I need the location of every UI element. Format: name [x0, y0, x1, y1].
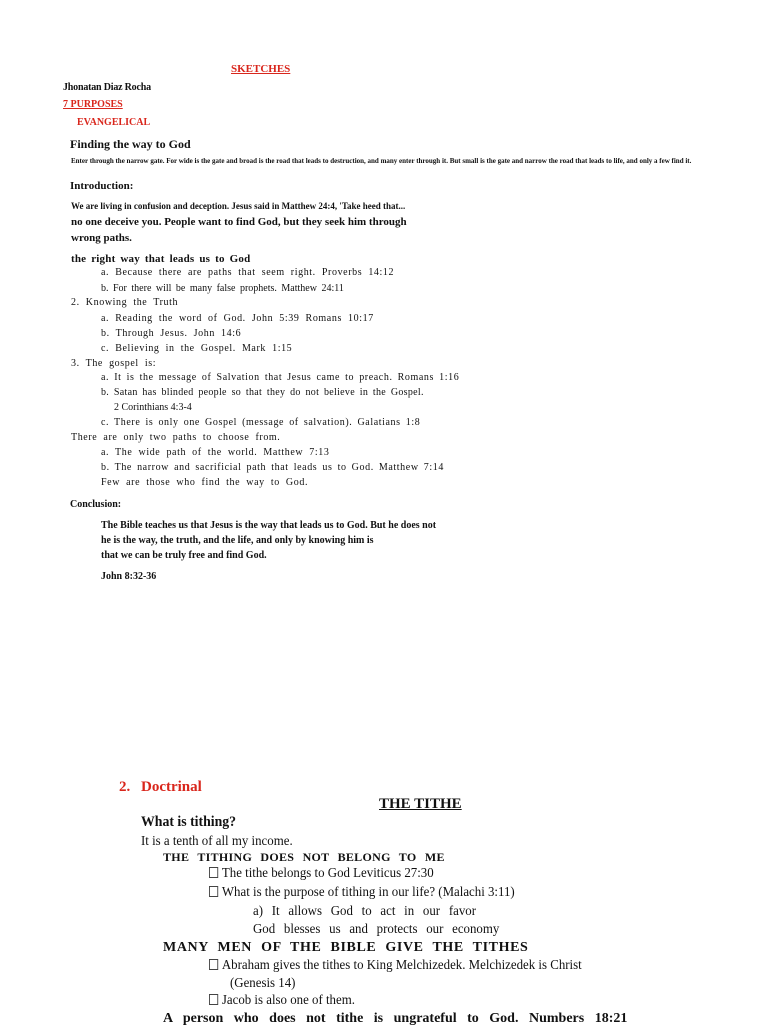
point-1-heading: the right way that leads us to God [71, 253, 251, 265]
conclusion-reference: John 8:32-36 [101, 571, 157, 582]
tithe-bullet-4-text: Jacob is also one of them. [221, 993, 355, 1008]
section-2-label: Doctrinal [141, 779, 202, 795]
tithe-heading-2: MANY MEN OF THE BIBLE GIVE THE TITHES [163, 940, 529, 955]
purposes-label: 7 PURPOSES [63, 99, 123, 110]
point-3-b-line-2: 2 Corinthians 4:3-4 [114, 402, 192, 413]
tithe-bullet-2 [209, 885, 515, 901]
section-title: Finding the way to God [70, 137, 191, 151]
author-name: Jhonatan Diaz Rocha [63, 82, 151, 93]
point-4-a: a. The wide path of the world. Matthew 7:13 [101, 447, 330, 458]
point-3-b-line-1: b. Satan has blinded people so that they do not believe in the Gospel. [101, 387, 424, 398]
point-2-a: a. Reading the word of God. John 5:39 Romans 10:17 [101, 313, 374, 324]
intro-line-3: wrong paths. [71, 232, 132, 244]
tithe-bullet-1-text: The tithe belongs to God Leviticus 27:30 [221, 866, 434, 881]
point-3-c: c. There is only one Gospel (message of salvation). Galatians 1:8 [101, 417, 421, 428]
point-4-note: Few are those who find the way to God. [101, 477, 309, 488]
conclusion-line-3: that we can be truly free and find God. [101, 550, 267, 561]
point-2-c: c. Believing in the Gospel. Mark 1:15 [101, 343, 293, 354]
checkbox-icon [209, 994, 218, 1005]
evangelical-label: EVANGELICAL [77, 117, 151, 128]
checkbox-icon [209, 959, 218, 970]
document-title-sketches: SKETCHES [231, 63, 291, 75]
section-2-number: 2. [119, 779, 131, 795]
tithe-sub-a-line-2: God blesses us and protects our economy [253, 922, 500, 937]
tithe-heading-3: A person who does not tithe is ungrateful to God. Numbers 18:21 [163, 1011, 628, 1026]
point-3-a: a. It is the message of Salvation that Jesus came to preach. Romans 1:16 [101, 372, 460, 383]
tithe-bullet-4 [209, 993, 355, 1009]
point-2-b: b. Through Jesus. John 14:6 [101, 328, 242, 339]
point-1-a: a. Because there are paths that seem right. Proverbs 14:12 [101, 267, 395, 278]
intro-line-2: no one deceive you. People want to find God, but they seek him through [71, 216, 407, 228]
epigraph: Enter through the narrow gate. For wide is the gate and broad is the road that leads to destruction, and many enter through it. But small is the gate and narrow the road that leads to life, and only a few find it. [71, 157, 692, 165]
tithe-bullet-3-reference: (Genesis 14) [230, 976, 296, 991]
conclusion-line-2: he is the way, the truth, and the life, and only by knowing him is [101, 535, 374, 546]
point-1-b: b. For there will be many false prophets. Matthew 24:11 [101, 283, 344, 294]
tithe-bullet-2-text: What is the purpose of tithing in our life? (Malachi 3:11) [221, 885, 515, 900]
point-4-heading: There are only two paths to choose from. [71, 432, 281, 443]
point-4-b: b. The narrow and sacrificial path that leads us to God. Matthew 7:14 [101, 462, 444, 473]
conclusion-heading: Conclusion: [70, 499, 122, 510]
point-2-heading: 2. Knowing the Truth [71, 297, 179, 308]
tithe-bullet-1 [209, 866, 434, 882]
intro-line-1: We are living in confusion and deception. Jesus said in Matthew 24:4, 'Take heed that... [71, 201, 406, 211]
tithe-bullet-3 [209, 958, 582, 974]
tithe-title: THE TITHE [379, 796, 462, 812]
tithe-sub-a: a) It allows God to act in our favor [253, 904, 476, 919]
checkbox-icon [209, 886, 218, 897]
conclusion-line-1: The Bible teaches us that Jesus is the way that leads us to God. But he does not [101, 520, 437, 531]
checkbox-icon [209, 867, 218, 878]
point-3-heading: 3. The gospel is: [71, 358, 157, 369]
tithe-heading-1: THE TITHING DOES NOT BELONG TO ME [163, 850, 445, 864]
introduction-heading: Introduction: [70, 180, 134, 192]
tithe-answer: It is a tenth of all my income. [141, 834, 293, 849]
tithe-question: What is tithing? [141, 814, 237, 830]
tithe-bullet-3-text: Abraham gives the tithes to King Melchizedek. Melchizedek is Christ [221, 958, 582, 973]
